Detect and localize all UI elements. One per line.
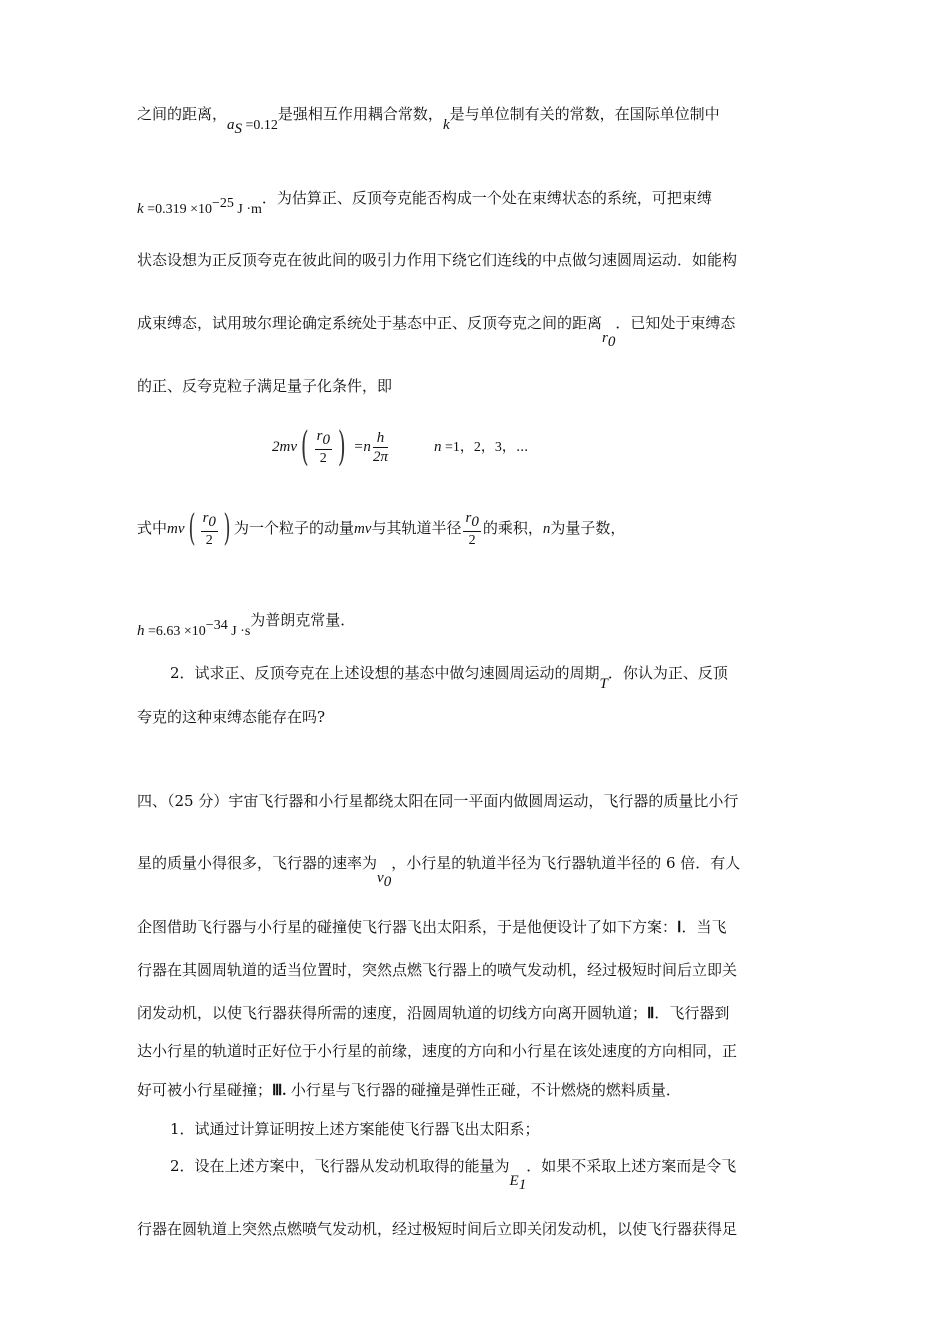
roman-numeral: Ⅱ xyxy=(647,1006,655,1022)
text: 企图借助飞行器与小行星的碰撞使飞行器飞出太阳系，于是他便设计了如下方案： xyxy=(137,918,678,936)
text-line-19: 行器在圆轨道上突然点燃喷气发动机，经过极短时间后立即关闭发动机，以使飞行器获得足 xyxy=(137,1220,738,1238)
denominator: 2π xyxy=(372,448,388,465)
eq-term: =n xyxy=(349,439,371,455)
text-line-16 xyxy=(137,1080,817,1101)
text-line-17: 1．试通过计算证明按上述方案能使飞行器飞出太阳系； xyxy=(170,1120,540,1138)
fraction-r0-2 xyxy=(315,426,332,468)
text-line-12 xyxy=(137,917,817,938)
text-line-6 xyxy=(137,508,817,550)
value: =6.63 ×10 xyxy=(144,624,206,639)
symbol-T: T xyxy=(599,676,608,692)
text: 之间的距离， xyxy=(137,105,228,123)
subscript: 1 xyxy=(518,1177,527,1193)
text: 闭发动机，以使飞行器获得所需的速度，沿圆周轨道的切线方向离开圆轨道； xyxy=(137,1004,648,1022)
text: 星的质量小得很多，飞行器的速率为 xyxy=(137,854,378,872)
text: 好可被小行星碰撞； xyxy=(137,1081,273,1099)
symbol-E1: E xyxy=(509,1173,519,1189)
text-line-13: 行器在其圆周轨道的适当位置时，突然点燃飞行器上的喷气发动机，经过极短时间后立即关 xyxy=(137,961,738,979)
right-paren: ) xyxy=(223,508,231,549)
fraction-h-2pi xyxy=(373,429,388,466)
denominator: 2 xyxy=(319,451,327,466)
text-line-10: 四、（25 分）宇宙飞行器和小行星都绕太阳在同一平面内做圆周运动，飞行器的质量比小行 xyxy=(137,792,739,810)
roman-numeral: Ⅲ. xyxy=(272,1083,287,1099)
left-paren: ( xyxy=(300,424,309,470)
text: 成束缚态，试用玻尔理论确定系统处于基态中正、反顶夸克之间的距离 xyxy=(137,314,603,332)
text: 小行星与飞行器的碰撞是弹性正碰，不计燃烧的燃料质量． xyxy=(286,1081,681,1099)
subscript: 0 xyxy=(208,514,216,530)
text-line-8 xyxy=(170,663,850,692)
fraction-r0-2 xyxy=(201,508,218,550)
text: 为一个粒子的动量 xyxy=(233,519,354,537)
quantization-equation xyxy=(272,425,528,469)
text-line-11 xyxy=(137,853,817,890)
symbol-v0: v xyxy=(377,870,384,886)
eq-term: 2mv xyxy=(272,439,297,455)
text: 是强相互作用耦合常数， xyxy=(277,105,443,123)
text-line-5: 的正、反夸克粒子满足量子化条件，即 xyxy=(137,377,393,395)
text: 式中 xyxy=(137,519,168,537)
text-line-14 xyxy=(137,1003,817,1024)
subscript: 0 xyxy=(607,334,616,350)
numerator: r xyxy=(316,428,323,444)
text: ．已知处于束缚态 xyxy=(615,314,736,332)
text-line-1 xyxy=(137,104,817,137)
text: ．当飞 xyxy=(681,918,727,936)
symbol-h: h xyxy=(137,623,145,639)
fraction-r0-2 xyxy=(463,508,480,550)
numerator: r xyxy=(202,510,209,526)
n-values: =1，2，3，⋯ xyxy=(441,440,529,455)
text: ．你认为正、反顶 xyxy=(607,664,728,682)
exponent: −25 xyxy=(211,196,234,211)
unit: J ·m xyxy=(233,202,262,217)
numerator: h xyxy=(373,429,388,448)
symbol-k: k xyxy=(137,201,144,217)
symbol-r0: r xyxy=(602,330,608,346)
text-line-9: 夸克的这种束缚态能存在吗? xyxy=(137,708,326,726)
text: 2．试求正、反顶夸克在上述设想的基态中做匀速圆周运动的周期 xyxy=(170,664,600,682)
symbol-k: k xyxy=(442,117,450,133)
text: ．为估算正、反顶夸克能否构成一个处在束缚状态的系统，可把束缚 xyxy=(261,189,712,207)
unit: J ·s xyxy=(227,624,251,639)
symbol-n: n xyxy=(542,521,551,537)
symbol-n: n xyxy=(433,439,442,455)
text: 为量子数， xyxy=(550,519,626,537)
roman-numeral: Ⅰ xyxy=(677,920,682,936)
subscript: 0 xyxy=(383,874,392,890)
text-line-3: 状态设想为正反顶夸克在彼此间的吸引力作用下绕它们连线的中点做匀速圆周运动．如能构 xyxy=(137,251,738,269)
text: 的乘积， xyxy=(482,519,543,537)
value: =0.12 xyxy=(242,118,278,133)
text: ，小行星的轨道半径为飞行器轨道半径的 6 倍．有人 xyxy=(391,854,741,872)
value: =0.319 ×10 xyxy=(143,202,212,217)
text-line-18 xyxy=(170,1156,850,1193)
text: ．飞行器到 xyxy=(654,1004,730,1022)
subscript: 0 xyxy=(471,514,479,530)
subscript: 0 xyxy=(322,432,330,448)
subscript: S xyxy=(234,121,243,137)
symbol-mv: mv xyxy=(353,521,372,537)
text: 与其轨道半径 xyxy=(371,519,462,537)
text: 是与单位制有关的常数，在国际单位制中 xyxy=(449,105,720,123)
text: ．如果不采取上述方案而是令飞 xyxy=(526,1157,737,1175)
denominator: 2 xyxy=(205,533,213,548)
denominator: 2 xyxy=(468,533,476,548)
left-paren: ( xyxy=(188,508,196,549)
text: 2．设在上述方案中，飞行器从发动机取得的能量为 xyxy=(170,1157,510,1175)
text-line-4 xyxy=(137,313,817,350)
symbol-mv: mv xyxy=(167,521,185,537)
right-paren: ) xyxy=(337,424,346,470)
text-line-15: 达小行星的轨道时正好位于小行星的前缘，速度的方向和小行星在该处速度的方向相同，正 xyxy=(137,1042,738,1060)
exponent: −34 xyxy=(205,618,228,633)
text: 为普朗克常量． xyxy=(250,611,356,629)
text-line-2 xyxy=(137,184,817,217)
text-line-7 xyxy=(137,606,817,639)
symbol-aS: a xyxy=(227,117,235,133)
numerator: r xyxy=(465,510,472,526)
